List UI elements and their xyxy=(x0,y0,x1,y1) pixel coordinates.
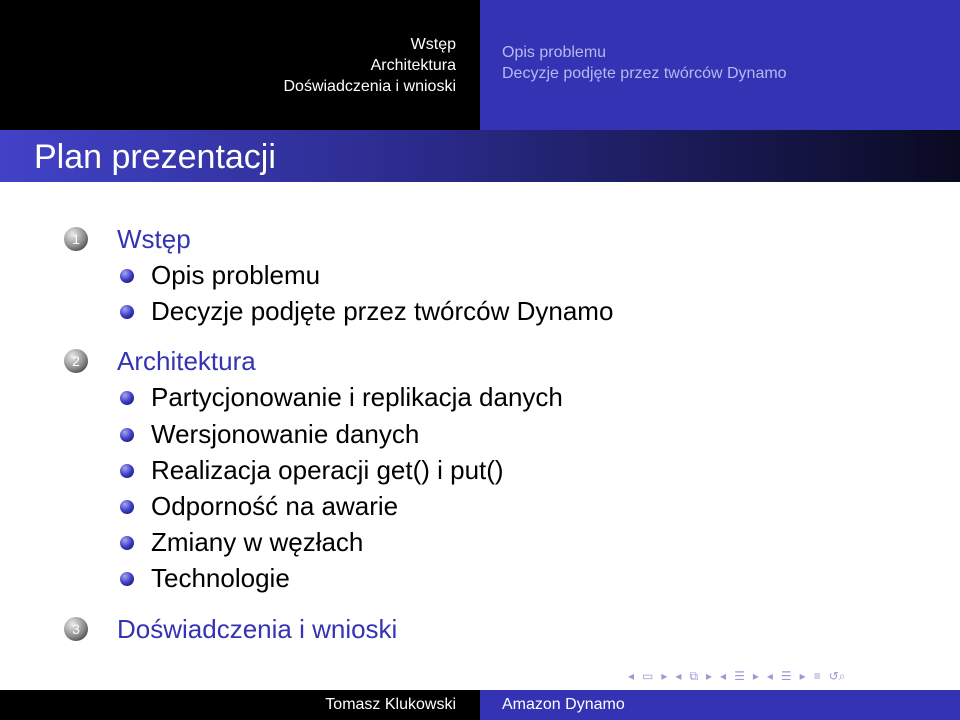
header-subsection-link[interactable]: Opis problemu xyxy=(502,44,607,61)
section-number-ball: 3 xyxy=(64,617,88,641)
header-section-nav xyxy=(0,0,480,130)
toc-subsection-label: Partycjonowanie i replikacja danych xyxy=(151,382,563,412)
arrow-right-icon[interactable]: ▸ xyxy=(752,669,759,683)
toc-section-title[interactable]: Architektura xyxy=(117,346,256,376)
footer-short-title: Amazon Dynamo xyxy=(480,690,960,720)
arrow-left-icon[interactable]: ◂ xyxy=(766,669,773,683)
toc-subsection-label: Zmiany w węzłach xyxy=(151,527,364,557)
footer-author: Tomasz Klukowski xyxy=(0,690,480,720)
arrow-left-icon[interactable]: ◂ xyxy=(628,669,635,683)
toc-subsection-label: Wersjonowanie danych xyxy=(151,419,420,449)
header-section-link[interactable]: Doświadczenia i wnioski xyxy=(283,78,456,95)
ball-bullet-icon xyxy=(120,305,134,319)
frame-icon[interactable]: ▭ xyxy=(642,669,654,683)
appendix-icon[interactable]: ☰ xyxy=(780,669,792,683)
toc-subsection-label: Decyzje podjęte przez twórców Dynamo xyxy=(151,296,614,326)
ball-bullet-icon xyxy=(120,391,134,405)
section-number-ball: 1 xyxy=(64,227,88,251)
frame-title: Plan prezentacji xyxy=(34,138,276,176)
header-section-link[interactable]: Wstęp xyxy=(410,36,456,53)
toc-subsection-label: Opis problemu xyxy=(151,260,321,290)
ball-bullet-icon xyxy=(120,536,134,550)
toc-subsection-label: Technologie xyxy=(151,563,290,593)
ball-bullet-icon xyxy=(120,269,134,283)
toc-subsection-label: Realizacja operacji get() i put() xyxy=(151,455,504,485)
toc-subsection-label: Odporność na awarie xyxy=(151,491,399,521)
toc-section-title[interactable]: Doświadczenia i wnioski xyxy=(117,614,398,644)
frame-title-bar xyxy=(0,130,960,182)
header-subsection-link[interactable]: Decyzje podjęte przez twórców Dynamo xyxy=(502,65,787,82)
ball-bullet-icon xyxy=(120,572,134,586)
ball-bullet-icon xyxy=(120,428,134,442)
subsection-icon[interactable]: ⧉ xyxy=(689,669,699,683)
search-icon[interactable]: ↺⌕ xyxy=(828,669,846,683)
header-section-link[interactable]: Architektura xyxy=(370,57,456,74)
arrow-right-icon[interactable]: ▸ xyxy=(706,669,713,683)
header-subsection-nav xyxy=(480,0,960,130)
beamer-navigation-symbols xyxy=(628,666,846,686)
section-icon[interactable]: ☰ xyxy=(734,669,745,683)
arrow-left-icon[interactable]: ◂ xyxy=(720,669,727,683)
toc-section-title[interactable]: Wstęp xyxy=(117,224,191,254)
ball-bullet-icon xyxy=(120,464,134,478)
arrow-left-icon[interactable]: ◂ xyxy=(675,669,682,683)
arrow-right-icon[interactable]: ▸ xyxy=(661,669,668,683)
section-number-ball: 2 xyxy=(64,349,88,373)
align-icon[interactable]: ≡ xyxy=(813,669,821,683)
ball-bullet-icon xyxy=(120,500,134,514)
arrow-right-icon[interactable]: ▸ xyxy=(799,669,806,683)
